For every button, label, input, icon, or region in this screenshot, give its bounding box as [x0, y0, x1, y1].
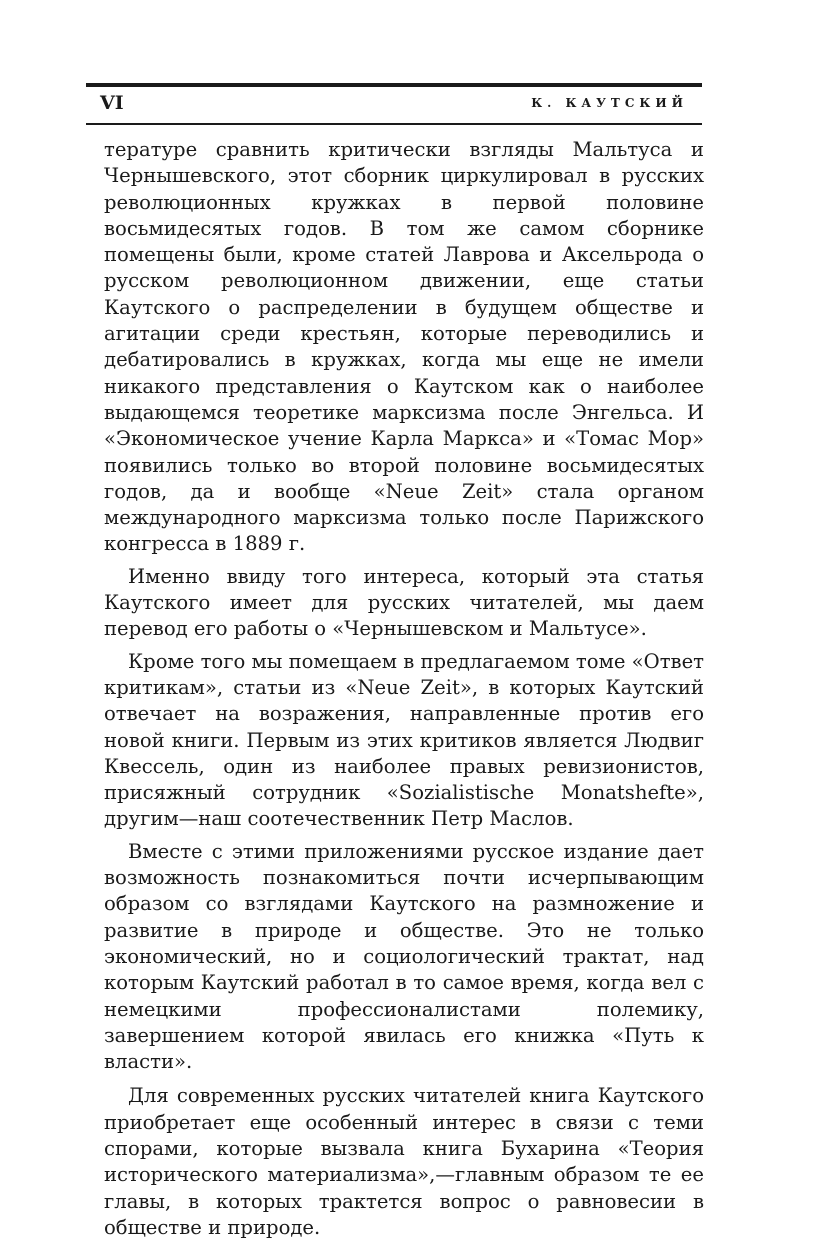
- paragraph: Именно ввиду того интереса, который эта статья Каутского имеет для русских читателей, мы даем перевод его работы о «Чернышевском и Мальтусе».: [104, 564, 704, 641]
- paragraph: Кроме того мы помещаем в предлагаемом томе «Ответ критикам», статьи из «Neue Zeit», в которых Каутский отвечает на возражения, направленные против его новой книги. Первым из этих критиков является Людвиг Квессель, один из наиболее правых ревизионистов, присяжный сотрудник «Sozialistische Monatshefte», другим—наш соотечественник Петр Маслов.: [104, 649, 704, 831]
- body-text: [104, 137, 704, 1247]
- running-head: К. КАУТСКИЙ: [531, 96, 688, 110]
- paragraph-continuation: тературе сравнить критически взгляды Мальтуса и Чернышевского, этот сборник циркулировал в русских революционных кружках в первой половине восьмидесятых годов. В том же самом сборнике помещены были, кроме статей Лаврова и Аксельрода о русском революционном движении, еще статьи Каутского о распределении в будущем обществе и агитации среди крестьян, которые переводились и дебатировались в кружках, когда мы еще не имели никакого представления о Каутском как о наиболее выдающемся теоретике марксизма после Энгельса. И «Экономическое учение Карла Маркса» и «Томас Мор» появились только во второй половине восьмидесятых годов, да и вообще «Neue Zeit» стала органом международного марксизма только после Парижского конгресса в 1889 г.: [104, 138, 704, 556]
- header-rule-top: [86, 83, 702, 87]
- page-number: VI: [100, 92, 124, 114]
- header-rule-bottom: [86, 123, 702, 125]
- paragraph: Вместе с этими приложениями русское издание дает возможность познакомиться почти исчерпывающим образом со взглядами Каутского на размножение и развитие в природе и обществе. Это не только экономический, но и социологический трактат, над которым Каутский работал в то самое время, когда вел с немецкими профессионалистами полемику, завершением которой явилась его книжка «Путь к власти».: [104, 839, 704, 1074]
- paragraph: Для современных русских читателей книга Каутского приобретает еще особенный интерес в связи с теми спорами, которые вызвала книга Бухарина «Теория исторического материализма»,—главным образом те ее главы, в которых трактется вопрос о равновесии в обществе и природе.: [104, 1084, 704, 1239]
